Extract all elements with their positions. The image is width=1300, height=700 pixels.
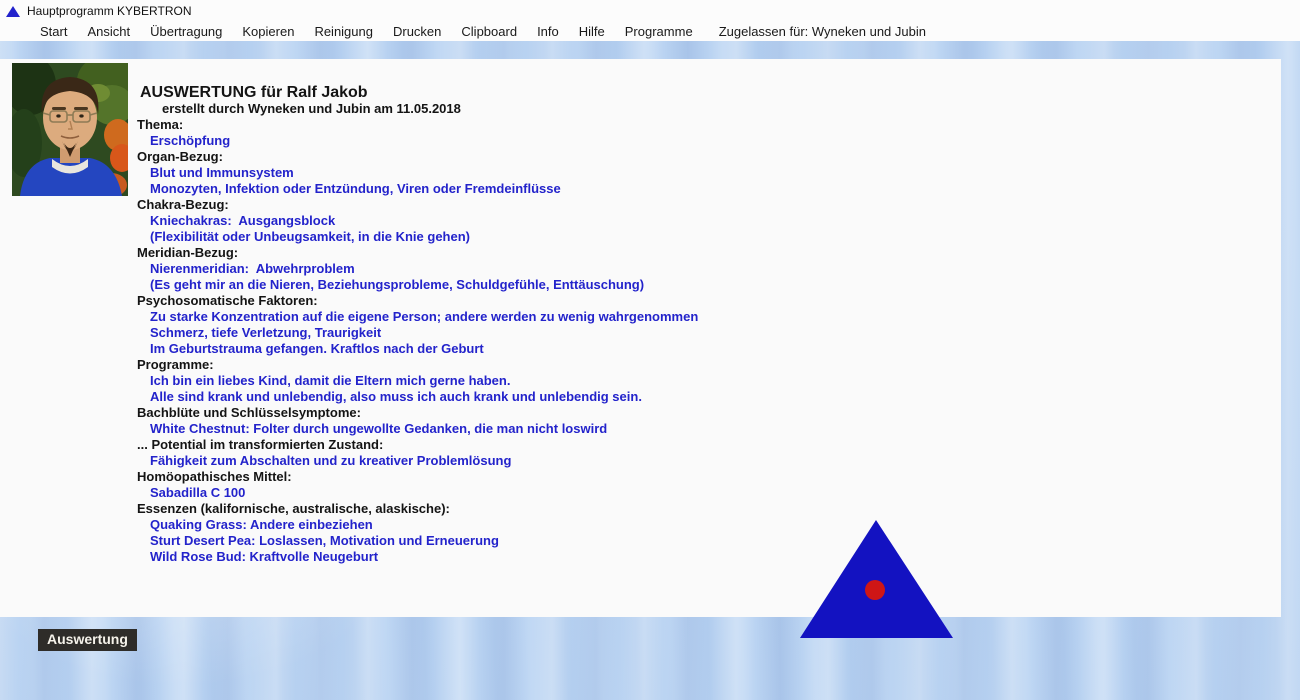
red-dot: [865, 580, 885, 600]
app-triangle-icon: [6, 6, 20, 17]
section-label: Programme:: [137, 357, 214, 372]
menu-item-kopieren[interactable]: Kopieren: [242, 24, 295, 39]
report-sections: [137, 117, 698, 565]
menu-item-drucken[interactable]: Drucken: [392, 24, 442, 39]
section-label: Bachblüte und Schlüsselsymptome:: [137, 405, 361, 420]
section-item: Sabadilla C 100: [150, 485, 246, 500]
section-item: Fähigkeit zum Abschalten und zu kreativer Problemlösung: [150, 453, 512, 468]
section-label: Organ-Bezug:: [137, 149, 223, 164]
report-page: [0, 59, 1281, 617]
window-title: Hauptprogramm KYBERTRON: [27, 4, 192, 18]
triangle-graphic: [800, 520, 953, 638]
section-label: ... Potential im transformierten Zustand:: [137, 437, 384, 452]
section-item: Zu starke Konzentration auf die eigene Person; andere werden zu wenig wahrgenommen: [150, 309, 699, 324]
section-label: Thema:: [137, 117, 184, 132]
auswertung-tab[interactable]: Auswertung: [38, 629, 137, 651]
section-item: Erschöpfung: [150, 133, 231, 148]
section-item: Alle sind krank und unlebendig, also muss ich auch krank und unlebendig sein.: [150, 389, 642, 404]
section-item: (Es geht mir an die Nieren, Beziehungsprobleme, Schuldgefühle, Enttäuschung): [150, 277, 645, 292]
section-item: (Flexibilität oder Unbeugsamkeit, in die Knie gehen): [150, 229, 470, 244]
section-item: Ich bin ein liebes Kind, damit die Eltern mich gerne haben.: [150, 373, 511, 388]
section-label: Essenzen (kalifornische, australische, alaskische):: [137, 501, 450, 516]
section-item: Wild Rose Bud: Kraftvolle Neugeburt: [150, 549, 379, 564]
section-item: Im Geburtstrauma gefangen. Kraftlos nach der Geburt: [150, 341, 484, 356]
report-title: AUSWERTUNG für Ralf Jakob: [140, 84, 368, 101]
menu-item-clipboard[interactable]: Clipboard: [461, 24, 518, 39]
patient-photo: [12, 63, 128, 196]
section-label: Psychosomatische Faktoren:: [137, 293, 318, 308]
menu-item-programme[interactable]: Programme: [624, 24, 693, 39]
menu-item-start[interactable]: Start: [40, 24, 68, 39]
menu-bar: [0, 22, 1300, 41]
section-item: Blut und Immunsystem: [150, 165, 294, 180]
menu-item-uebertragung[interactable]: Übertragung: [150, 24, 223, 39]
menu-item-zugelassen-fuer-wyneken-und-jubin[interactable]: Zugelassen für: Wyneken und Jubin: [718, 24, 926, 39]
section-item: Kniechakras: Ausgangsblock: [150, 213, 336, 228]
section-item: White Chestnut: Folter durch ungewollte Gedanken, die man nicht loswird: [150, 421, 608, 436]
section-label: Meridian-Bezug:: [137, 245, 239, 260]
textured-background: [0, 41, 1300, 700]
section-item: Schmerz, tiefe Verletzung, Traurigkeit: [150, 325, 382, 340]
report-subtitle: erstellt durch Wyneken und Jubin am 11.05.2018: [162, 101, 461, 116]
menu-item-hilfe[interactable]: Hilfe: [578, 24, 605, 39]
title-bar: [0, 0, 1300, 22]
report-content: [137, 84, 698, 565]
section-label: Homöopathisches Mittel:: [137, 469, 292, 484]
section-item: Monozyten, Infektion oder Entzündung, Viren oder Fremdeinflüsse: [150, 181, 561, 196]
section-item: Sturt Desert Pea: Loslassen, Motivation und Erneuerung: [150, 533, 499, 548]
menu-item-ansicht[interactable]: Ansicht: [87, 24, 131, 39]
menu-item-reinigung[interactable]: Reinigung: [314, 24, 373, 39]
blue-triangle-shape: [800, 520, 953, 638]
section-item: Nierenmeridian: Abwehrproblem: [150, 261, 355, 276]
section-label: Chakra-Bezug:: [137, 197, 229, 212]
menu-item-info[interactable]: Info: [537, 24, 559, 39]
section-item: Quaking Grass: Andere einbeziehen: [150, 517, 373, 532]
